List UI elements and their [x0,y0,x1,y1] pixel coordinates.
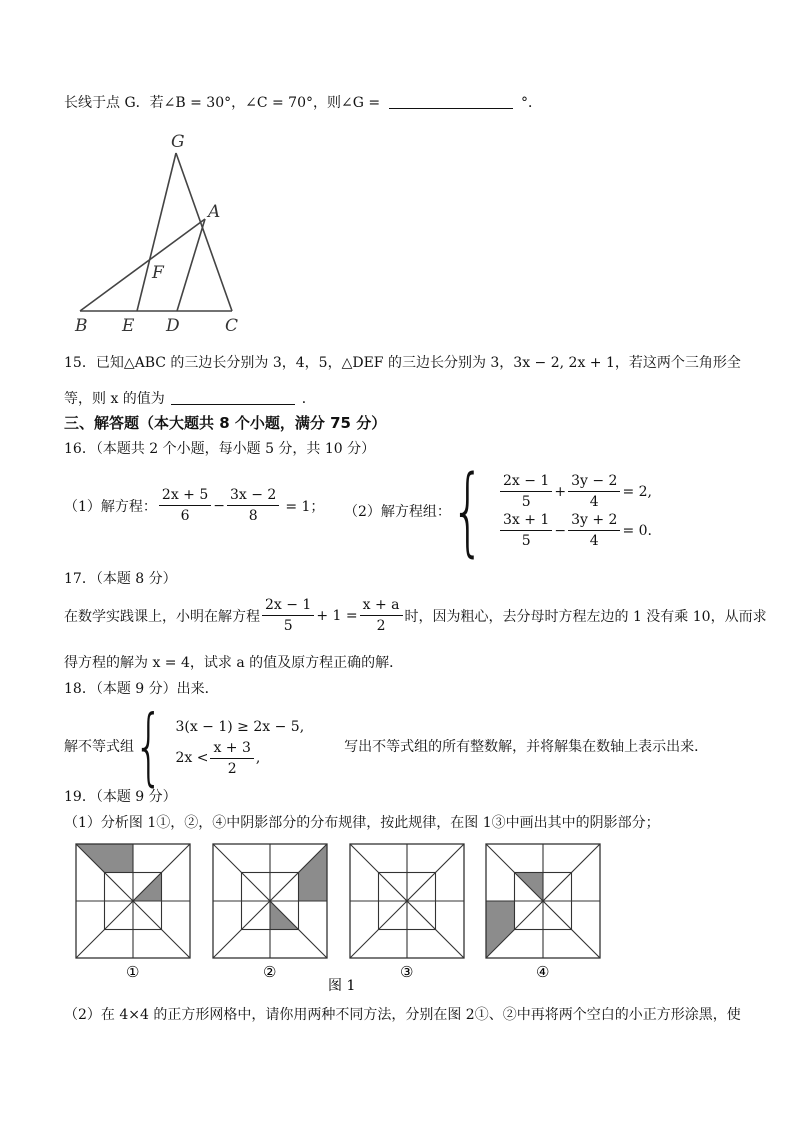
fig-label-4: ④ [536,963,550,981]
q16-system-brace: { [450,455,485,567]
q17-frac1-num: 2x − 1 [262,596,314,616]
q18-ineq2-den: 2 [227,760,237,777]
q18-instruction: 写出不等式组的所有整数解，并将解集在数轴上表示出来． [344,739,709,755]
q19-square-2 [213,844,327,958]
q19-part2: （2）在 4×4 的正方形网格中，请你用两种不同方法，分别在图 2①、②中再将两个空白的小正方形涂黑，使 [64,1007,741,1023]
fig-label-2: ② [263,963,277,981]
section-3-title: 三、解答题（本大题共 8 个小题，满分 75 分） [64,414,387,432]
label-F: F [152,263,164,283]
q17-line2: 得方程的解为 x = 4，试求 a 的值及原方程正确的解． [64,655,404,671]
q17-frac2 [360,596,403,635]
q16-eq1-frac1 [500,472,552,511]
q17-line1 [64,596,767,635]
q17-frac1 [262,596,314,635]
q16-eq2 [498,511,652,550]
q17-text-prefix: 在数学实践课上，小明在解方程 [64,608,260,625]
q14-text-suffix: °． [521,95,542,111]
q14-text-prefix: 长线于点 G．若∠B = 30°，∠C = 70°，则∠G = [64,95,381,111]
q14-tail-line [64,92,542,112]
figure-caption: 图 1 [328,978,356,994]
q16-eq2-frac1 [500,511,552,550]
q17-header: 17．（本题 8 分） [64,571,177,587]
q14-answer-blank[interactable] [389,94,513,109]
q15-line2 [64,388,316,408]
q16-header: 16．（本题共 2 个小题，每小题 5 分，共 10 分） [64,441,376,457]
q16-eq2-frac2 [568,511,620,550]
shade-4b [486,901,515,958]
label-B: B [75,316,88,336]
q16-eq2-frac2-den: 4 [589,533,599,549]
q15-answer-blank[interactable] [171,390,295,405]
q18-ineq2-frac [210,739,253,778]
line-AD [177,219,205,311]
q16-eq1 [498,472,652,511]
q19-figure-1 [70,838,610,998]
q19-header: 19．（本题 9 分） [64,789,177,805]
line-BA [80,219,205,311]
label-E: E [122,316,135,336]
label-A: A [208,202,221,222]
q16-part2 [344,455,652,567]
q17-frac2-num: x + a [360,596,403,616]
label-G: G [171,132,185,152]
shade-2a [299,844,328,901]
q16-p1-frac2 [227,486,279,525]
q16-eq2-frac2-num: 3y + 2 [568,511,620,531]
q16-eq1-rhs: = 2, [622,483,652,500]
q16-eq1-frac2-den: 4 [589,494,599,510]
q17-frac1-den: 5 [283,618,293,634]
q16-p1-label: （1）解方程： [64,498,157,515]
q18-inequalities [175,715,304,778]
q16-eq2-frac1-den: 5 [521,533,531,549]
fig-label-3: ③ [400,963,414,981]
q18-ineq2-suffix: , [255,750,261,766]
q18-label: 解不等式组 [64,739,134,755]
q15-line1: 15．已知△ABC 的三边长分别为 3，4，5，△DEF 的三边长分别为 3，3x − 2, 2x + 1，若这两个三角形全 [64,355,741,371]
q16-p1-frac2-den: 8 [248,508,258,524]
q17-text-suffix: 时，因为粗心，去分母时方程左边的 1 没有乘 10，从而求 [404,608,767,625]
q16-p1-frac1 [159,486,211,525]
q15-text-suffix: ． [301,391,316,407]
q16-eq1-op: + [554,483,567,500]
q16-eq2-op: − [554,522,567,539]
q16-eq1-frac1-den: 5 [521,494,531,510]
q16-eq2-rhs: = 0. [622,522,652,539]
q17-mid: + 1 = [316,607,358,624]
q18-ineq2 [175,739,304,778]
q16-p1-rhs: = 1； [285,498,325,515]
q18-ineq1: 3(x − 1) ≥ 2x − 5, [175,718,305,735]
q16-eq1-frac2-num: 3y − 2 [568,472,620,492]
q16-p1-minus: − [213,497,225,514]
q18-system-brace: { [134,697,164,795]
fig-label-1: ① [126,963,140,981]
shade-1a [76,844,133,873]
q14-triangle-figure [60,125,260,340]
q16-p2-label: （2）解方程组： [344,504,451,520]
q16-eq1-frac2 [568,472,620,511]
q16-part1 [64,486,324,525]
q17-frac2-den: 2 [376,618,386,634]
label-D: D [166,316,180,336]
q19-square-1 [76,844,190,958]
q18-system [64,697,709,795]
q18-ineq2-num: x + 3 [210,739,253,759]
q16-eq1-frac1-num: 2x − 1 [500,472,552,492]
q16-p1-frac1-num: 2x + 5 [159,486,211,506]
q16-eq2-frac1-num: 3x + 1 [500,511,552,531]
q18-ineq2-prefix: 2x < [175,750,209,766]
q18-header: 18．（本题 9 分）出来． [64,681,219,697]
q19-square-4 [486,844,600,958]
line-GE [137,153,176,311]
q16-p1-frac2-num: 3x − 2 [227,486,279,506]
q19-square-3[interactable] [350,844,464,958]
q16-p1-frac1-den: 6 [180,508,190,524]
q19-part1: （1）分析图 1①，②，④中阴影部分的分布规律，按此规律，在图 1③中画出其中的阴影部分； [64,815,660,831]
label-C: C [225,316,239,336]
q15-text-prefix: 等，则 x 的值为 [64,391,165,407]
q16-system [498,472,652,550]
